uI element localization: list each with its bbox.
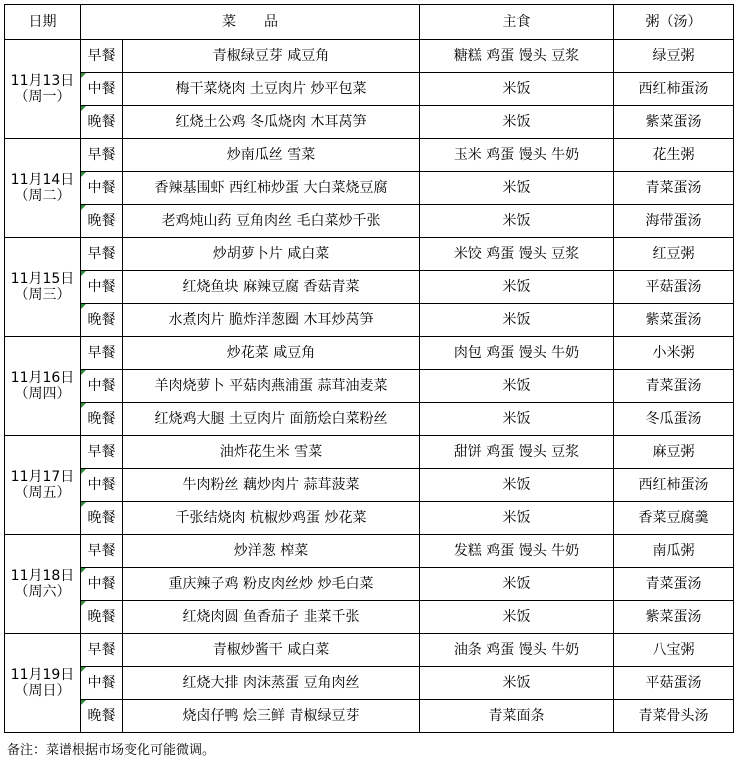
meal-label: 早餐 [81,40,123,73]
porridge-cell: 紫菜蛋汤 [614,601,734,634]
dishes-cell: 烧卤仔鸭 烩三鲜 青椒绿豆芽 [123,700,420,733]
dishes-cell: 油炸花生米 雪菜 [123,436,420,469]
meal-label: 中餐 [81,172,123,205]
porridge-cell: 青菜蛋汤 [614,370,734,403]
staple-cell: 米饭 [420,568,614,601]
porridge-cell: 平菇蛋汤 [614,271,734,304]
day-date: 11月18日 [10,568,75,584]
porridge-cell: 绿豆粥 [614,40,734,73]
day-cell [5,436,81,535]
porridge-cell: 小米粥 [614,337,734,370]
menu-row-breakfast [5,40,734,73]
porridge-cell: 红豆粥 [614,238,734,271]
meal-label: 中餐 [81,667,123,700]
meal-label: 早餐 [81,238,123,271]
menu-row-lunch [5,370,734,403]
menu-row-dinner [5,304,734,337]
menu-row-lunch [5,73,734,106]
meal-label: 早餐 [81,436,123,469]
staple-cell: 肉包 鸡蛋 馒头 牛奶 [420,337,614,370]
day-cell [5,238,81,337]
day-cell [5,337,81,436]
porridge-cell: 花生粥 [614,139,734,172]
menu-row-dinner [5,106,734,139]
meal-label: 中餐 [81,73,123,106]
porridge-cell: 八宝粥 [614,634,734,667]
meal-label: 中餐 [81,271,123,304]
staple-cell: 米饭 [420,106,614,139]
day-date: 11月17日 [10,469,75,485]
staple-cell: 青菜面条 [420,700,614,733]
menu-row-dinner [5,700,734,733]
staple-cell: 米饭 [420,271,614,304]
porridge-cell: 紫菜蛋汤 [614,304,734,337]
meal-label: 中餐 [81,370,123,403]
staple-cell: 油条 鸡蛋 馒头 牛奶 [420,634,614,667]
porridge-cell: 青菜蛋汤 [614,568,734,601]
dishes-cell: 红烧鸡大腿 土豆肉片 面筋烩白菜粉丝 [123,403,420,436]
day-weekday: （周五） [14,485,71,501]
dishes-cell: 青椒炒酱干 咸白菜 [123,634,420,667]
meal-label: 早餐 [81,535,123,568]
staple-cell: 米饭 [420,403,614,436]
dishes-cell: 炒南瓜丝 雪菜 [123,139,420,172]
dishes-cell: 羊肉烧萝卜 平菇肉燕浦蛋 蒜茸油麦菜 [123,370,420,403]
dishes-cell: 炒胡萝卜片 咸白菜 [123,238,420,271]
meal-label: 中餐 [81,568,123,601]
staple-cell: 甜饼 鸡蛋 馒头 豆浆 [420,436,614,469]
menu-row-breakfast [5,337,734,370]
day-weekday: （周日） [14,683,71,699]
porridge-cell: 西红柿蛋汤 [614,73,734,106]
day-weekday: （周四） [14,386,71,402]
staple-cell: 米饭 [420,601,614,634]
porridge-cell: 青菜蛋汤 [614,172,734,205]
porridge-cell: 紫菜蛋汤 [614,106,734,139]
menu-row-breakfast [5,535,734,568]
staple-cell: 米饭 [420,370,614,403]
day-date: 11月16日 [10,370,75,386]
day-weekday: （周二） [14,188,71,204]
day-cell [5,634,81,733]
meal-label: 早餐 [81,337,123,370]
header-dishes: 菜 品 [81,5,420,40]
day-date: 11月19日 [10,667,75,683]
day-weekday: （周六） [14,584,71,600]
menu-row-lunch [5,172,734,205]
meal-label: 早餐 [81,634,123,667]
staple-cell: 米饭 [420,469,614,502]
dishes-cell: 千张结烧肉 杭椒炒鸡蛋 炒花菜 [123,502,420,535]
menu-row-lunch [5,271,734,304]
meal-label: 中餐 [81,469,123,502]
menu-row-lunch [5,568,734,601]
menu-row-lunch [5,469,734,502]
menu-row-breakfast [5,139,734,172]
day-cell [5,535,81,634]
meal-label: 晚餐 [81,304,123,337]
day-weekday: （周一） [14,89,71,105]
header-porridge: 粥（汤） [614,5,734,40]
staple-cell: 糖糕 鸡蛋 馒头 豆浆 [420,40,614,73]
meal-label: 晚餐 [81,106,123,139]
dishes-cell: 老鸡炖山药 豆角肉丝 毛白菜炒千张 [123,205,420,238]
staple-cell: 米饺 鸡蛋 馒头 豆浆 [420,238,614,271]
menu-row-breakfast [5,436,734,469]
meal-label: 晚餐 [81,601,123,634]
header-staple: 主食 [420,5,614,40]
porridge-cell: 香菜豆腐羹 [614,502,734,535]
dishes-cell: 炒洋葱 榨菜 [123,535,420,568]
dishes-cell: 红烧大排 肉沫蒸蛋 豆角肉丝 [123,667,420,700]
staple-cell: 米饭 [420,502,614,535]
porridge-cell: 南瓜粥 [614,535,734,568]
meal-label: 晚餐 [81,700,123,733]
porridge-cell: 西红柿蛋汤 [614,469,734,502]
staple-cell: 发糕 鸡蛋 馒头 牛奶 [420,535,614,568]
dishes-cell: 青椒绿豆芽 咸豆角 [123,40,420,73]
menu-row-lunch [5,667,734,700]
dishes-cell: 红烧肉圆 鱼香茄子 韭菜千张 [123,601,420,634]
meal-label: 晚餐 [81,205,123,238]
staple-cell: 米饭 [420,172,614,205]
dishes-cell: 牛肉粉丝 藕炒肉片 蒜茸菠菜 [123,469,420,502]
dishes-cell: 炒花菜 咸豆角 [123,337,420,370]
dishes-cell: 水煮肉片 脆炸洋葱圈 木耳炒莴笋 [123,304,420,337]
porridge-cell: 海带蛋汤 [614,205,734,238]
dishes-cell: 重庆辣子鸡 粉皮肉丝炒 炒毛白菜 [123,568,420,601]
meal-label: 早餐 [81,139,123,172]
day-date: 11月14日 [10,172,75,188]
day-date: 11月13日 [10,73,75,89]
menu-row-breakfast [5,634,734,667]
menu-row-dinner [5,502,734,535]
day-cell [5,139,81,238]
header-row [5,5,734,40]
menu-row-dinner [5,403,734,436]
staple-cell: 米饭 [420,304,614,337]
day-weekday: （周三） [14,287,71,303]
header-date: 日期 [5,5,81,40]
menu-row-breakfast [5,238,734,271]
dishes-cell: 梅干菜烧肉 土豆肉片 炒平包菜 [123,73,420,106]
porridge-cell: 冬瓜蛋汤 [614,403,734,436]
dishes-cell: 红烧土公鸡 冬瓜烧肉 木耳莴笋 [123,106,420,139]
day-date: 11月15日 [10,271,75,287]
footnote: 备注：菜谱根据市场变化可能微调。 [7,743,216,758]
porridge-cell: 麻豆粥 [614,436,734,469]
meal-label: 晚餐 [81,403,123,436]
staple-cell: 米饭 [420,205,614,238]
staple-cell: 米饭 [420,667,614,700]
meal-label: 晚餐 [81,502,123,535]
porridge-cell: 平菇蛋汤 [614,667,734,700]
menu-row-dinner [5,205,734,238]
dishes-cell: 香辣基围虾 西红柿炒蛋 大白菜烧豆腐 [123,172,420,205]
porridge-cell: 青菜骨头汤 [614,700,734,733]
staple-cell: 玉米 鸡蛋 馒头 牛奶 [420,139,614,172]
menu-row-dinner [5,601,734,634]
weekly-menu-table [4,4,734,733]
staple-cell: 米饭 [420,73,614,106]
day-cell [5,40,81,139]
dishes-cell: 红烧鱼块 麻辣豆腐 香菇青菜 [123,271,420,304]
